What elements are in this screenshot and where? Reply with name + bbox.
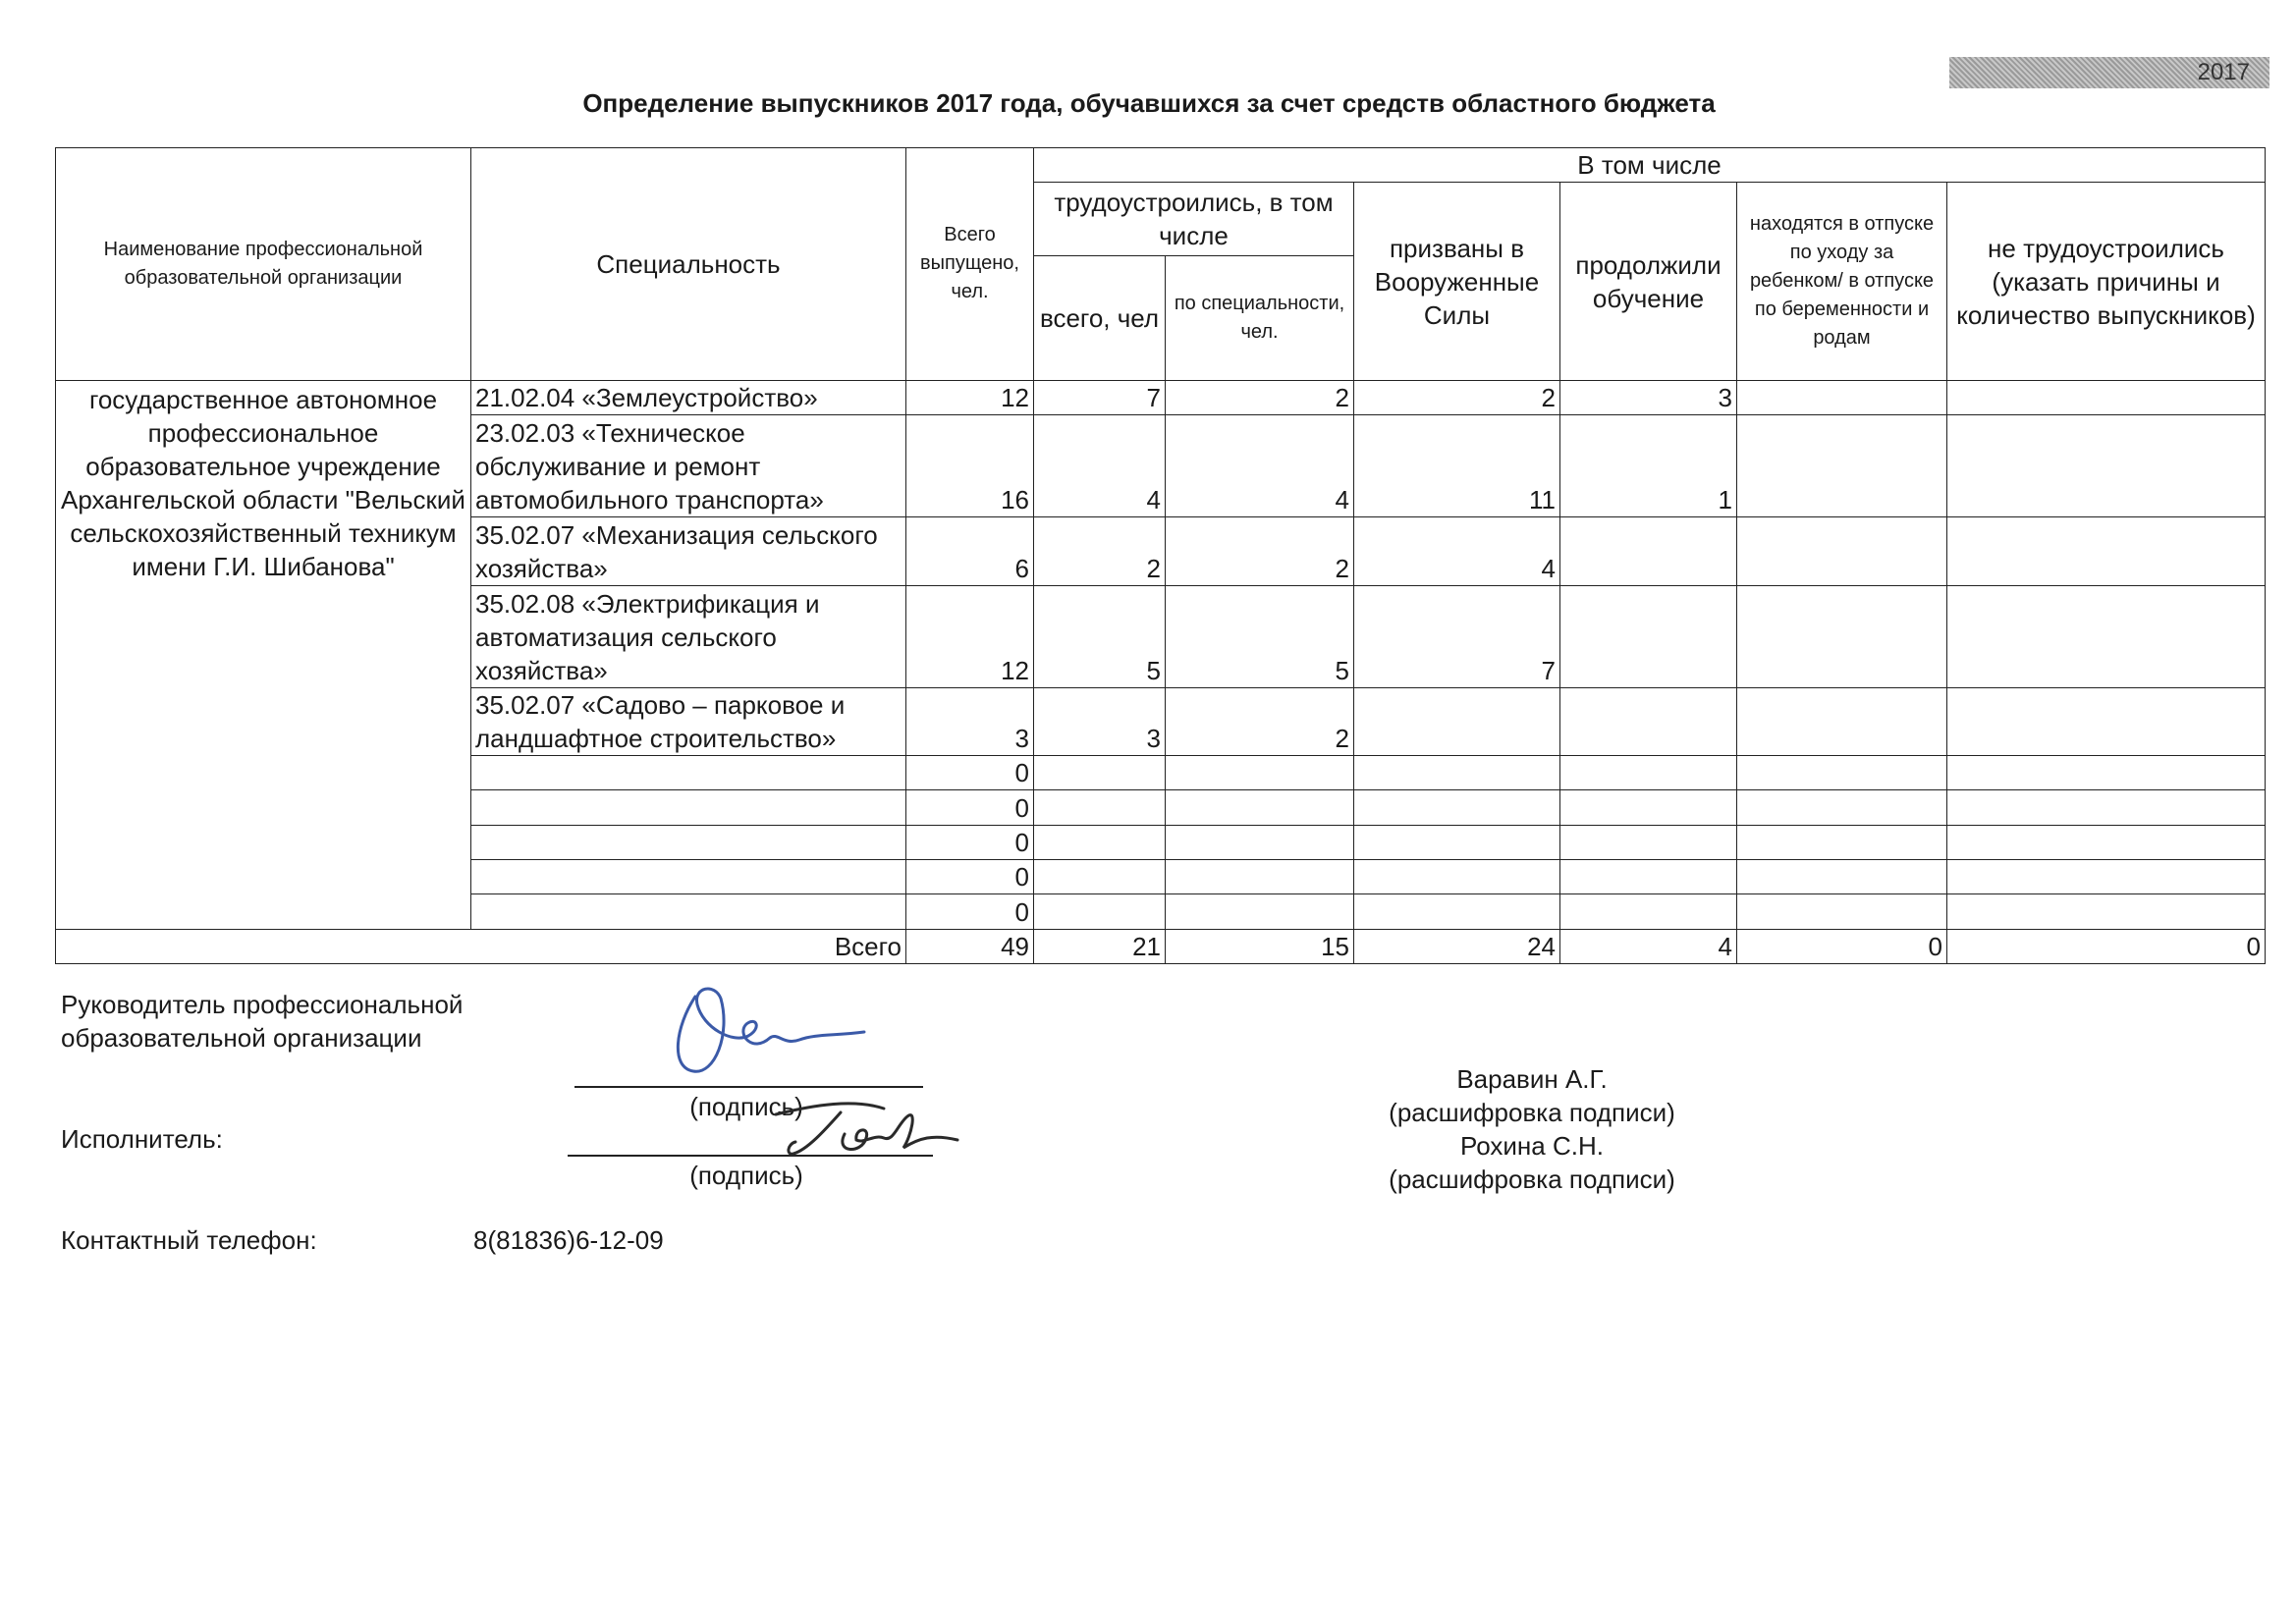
- employed-total-cell: 2: [1034, 517, 1166, 586]
- total-cell: 16: [906, 415, 1034, 517]
- executor-signature: [746, 1085, 972, 1173]
- total-cell: 3: [906, 687, 1034, 756]
- leave-cell: [1737, 585, 1947, 687]
- employed-total-cell: [1034, 790, 1166, 825]
- not-employed-cell: [1947, 585, 2266, 687]
- leave-cell: [1737, 380, 1947, 414]
- army-cell: [1354, 756, 1560, 790]
- army-cell: [1354, 860, 1560, 894]
- head-signature-caption: (подпись): [689, 1092, 803, 1121]
- total-cell: 0: [906, 860, 1034, 894]
- study-cell: [1560, 790, 1737, 825]
- specialty-cell: 21.02.04 «Землеустройство»: [471, 380, 906, 414]
- total-cell: 0: [906, 894, 1034, 929]
- not-employed-cell: [1947, 517, 2266, 586]
- specialty-cell: 35.02.07 «Садово – парковое и ландшафтное строительство»: [471, 687, 906, 756]
- leave-cell: [1737, 860, 1947, 894]
- totals-row: [56, 929, 2266, 963]
- army-cell: 11: [1354, 415, 1560, 517]
- page-title: Определение выпускников 2017 года, обучавшихся за счет средств областного бюджета: [582, 88, 1716, 118]
- not-employed-cell: [1947, 415, 2266, 517]
- study-cell: [1560, 756, 1737, 790]
- employed-spec-cell: [1166, 825, 1354, 859]
- army-cell: [1354, 790, 1560, 825]
- employed-total-cell: [1034, 756, 1166, 790]
- employed-total-cell: [1034, 894, 1166, 929]
- employed-total-cell: 3: [1034, 687, 1166, 756]
- not-employed-cell: [1947, 790, 2266, 825]
- header-not-employed: не трудоустроились (указать причины и количество выпускников): [1947, 183, 2266, 381]
- specialty-cell: 35.02.08 «Электрификация и автоматизация сельского хозяйства»: [471, 585, 906, 687]
- executor-label: Исполнитель:: [61, 1124, 223, 1154]
- header-org-name: Наименование профессиональной образовательной организации: [56, 148, 471, 381]
- leave-cell: [1737, 415, 1947, 517]
- phone-value: 8(81836)6-12-09: [473, 1225, 664, 1255]
- employed-total-cell: 7: [1034, 380, 1166, 414]
- header-specialty: Специальность: [471, 148, 906, 381]
- study-cell: [1560, 687, 1737, 756]
- header-employed-by-specialty: по специальности, чел.: [1166, 255, 1354, 380]
- study-cell: [1560, 585, 1737, 687]
- study-cell: 1: [1560, 415, 1737, 517]
- total-cell: 0: [906, 825, 1034, 859]
- header-leave: находятся в отпуске по уходу за ребенком/ в отпуске по беременности и родам: [1737, 183, 1947, 381]
- employed-spec-cell: [1166, 790, 1354, 825]
- leave-cell: [1737, 756, 1947, 790]
- head-label: Руководитель профессиональной образовательной организации: [61, 990, 464, 1053]
- totals-employed-spec: 15: [1166, 929, 1354, 963]
- army-cell: [1354, 894, 1560, 929]
- totals-total: 49: [906, 929, 1034, 963]
- not-employed-cell: [1947, 860, 2266, 894]
- executor-name: Рохина С.Н.: [1460, 1131, 1604, 1161]
- totals-leave: 0: [1737, 929, 1947, 963]
- employed-spec-cell: 4: [1166, 415, 1354, 517]
- employed-spec-cell: 2: [1166, 380, 1354, 414]
- specialty-cell: [471, 825, 906, 859]
- header-total-graduated: Всего выпущено, чел.: [906, 148, 1034, 381]
- totals-label: Всего: [56, 929, 906, 963]
- leave-cell: [1737, 894, 1947, 929]
- header-employed-total: всего, чел: [1034, 255, 1166, 380]
- total-cell: 0: [906, 790, 1034, 825]
- head-decoding-caption: (расшифровка подписи): [1389, 1098, 1675, 1127]
- total-cell: 0: [906, 756, 1034, 790]
- employed-spec-cell: [1166, 894, 1354, 929]
- not-employed-cell: [1947, 894, 2266, 929]
- employed-total-cell: [1034, 860, 1166, 894]
- header-army: призваны в Вооруженные Силы: [1354, 183, 1560, 381]
- study-cell: [1560, 517, 1737, 586]
- specialty-cell: [471, 790, 906, 825]
- employed-total-cell: 4: [1034, 415, 1166, 517]
- specialty-cell: [471, 756, 906, 790]
- employed-spec-cell: 2: [1166, 517, 1354, 586]
- totals-employed-total: 21: [1034, 929, 1166, 963]
- executor-decoding-caption: (расшифровка подписи): [1389, 1164, 1675, 1194]
- army-cell: 7: [1354, 585, 1560, 687]
- specialty-cell: 23.02.03 «Техническое обслуживание и ремонт автомобильного транспорта»: [471, 415, 906, 517]
- total-cell: 6: [906, 517, 1034, 586]
- specialty-cell: [471, 860, 906, 894]
- header-continued-study: продолжили обучение: [1560, 183, 1737, 381]
- not-employed-cell: [1947, 756, 2266, 790]
- employed-total-cell: 5: [1034, 585, 1166, 687]
- total-cell: 12: [906, 585, 1034, 687]
- study-cell: [1560, 825, 1737, 859]
- totals-army: 24: [1354, 929, 1560, 963]
- study-cell: [1560, 860, 1737, 894]
- employed-spec-cell: 2: [1166, 687, 1354, 756]
- not-employed-cell: [1947, 825, 2266, 859]
- army-cell: 2: [1354, 380, 1560, 414]
- leave-cell: [1737, 790, 1947, 825]
- not-employed-cell: [1947, 380, 2266, 414]
- army-cell: [1354, 825, 1560, 859]
- study-cell: [1560, 894, 1737, 929]
- header-employed-group: трудоустроились, в том числе: [1034, 183, 1354, 256]
- leave-cell: [1737, 825, 1947, 859]
- employed-spec-cell: [1166, 860, 1354, 894]
- specialty-cell: 35.02.07 «Механизация сельского хозяйства»: [471, 517, 906, 586]
- year-badge: 2017: [1949, 57, 2269, 88]
- army-cell: 4: [1354, 517, 1560, 586]
- total-cell: 12: [906, 380, 1034, 414]
- leave-cell: [1737, 687, 1947, 756]
- leave-cell: [1737, 517, 1947, 586]
- study-cell: 3: [1560, 380, 1737, 414]
- totals-not-employed: 0: [1947, 929, 2266, 963]
- employed-spec-cell: 5: [1166, 585, 1354, 687]
- graduates-table: [55, 147, 2266, 964]
- army-cell: [1354, 687, 1560, 756]
- organization-name: государственное автономное профессиональное образовательное учреждение Архангельской области "Вельский сельскохозяйственный техникум имени Г.И. Шибанова": [56, 380, 471, 929]
- employed-spec-cell: [1166, 756, 1354, 790]
- employed-total-cell: [1034, 825, 1166, 859]
- totals-study: 4: [1560, 929, 1737, 963]
- header-including: В том числе: [1034, 148, 2266, 183]
- head-name: Варавин А.Г.: [1456, 1064, 1608, 1094]
- specialty-cell: [471, 894, 906, 929]
- executor-signature-caption: (подпись): [689, 1161, 803, 1190]
- not-employed-cell: [1947, 687, 2266, 756]
- phone-label: Контактный телефон:: [61, 1225, 317, 1255]
- head-signature: [668, 977, 874, 1085]
- table-row: [56, 380, 2266, 414]
